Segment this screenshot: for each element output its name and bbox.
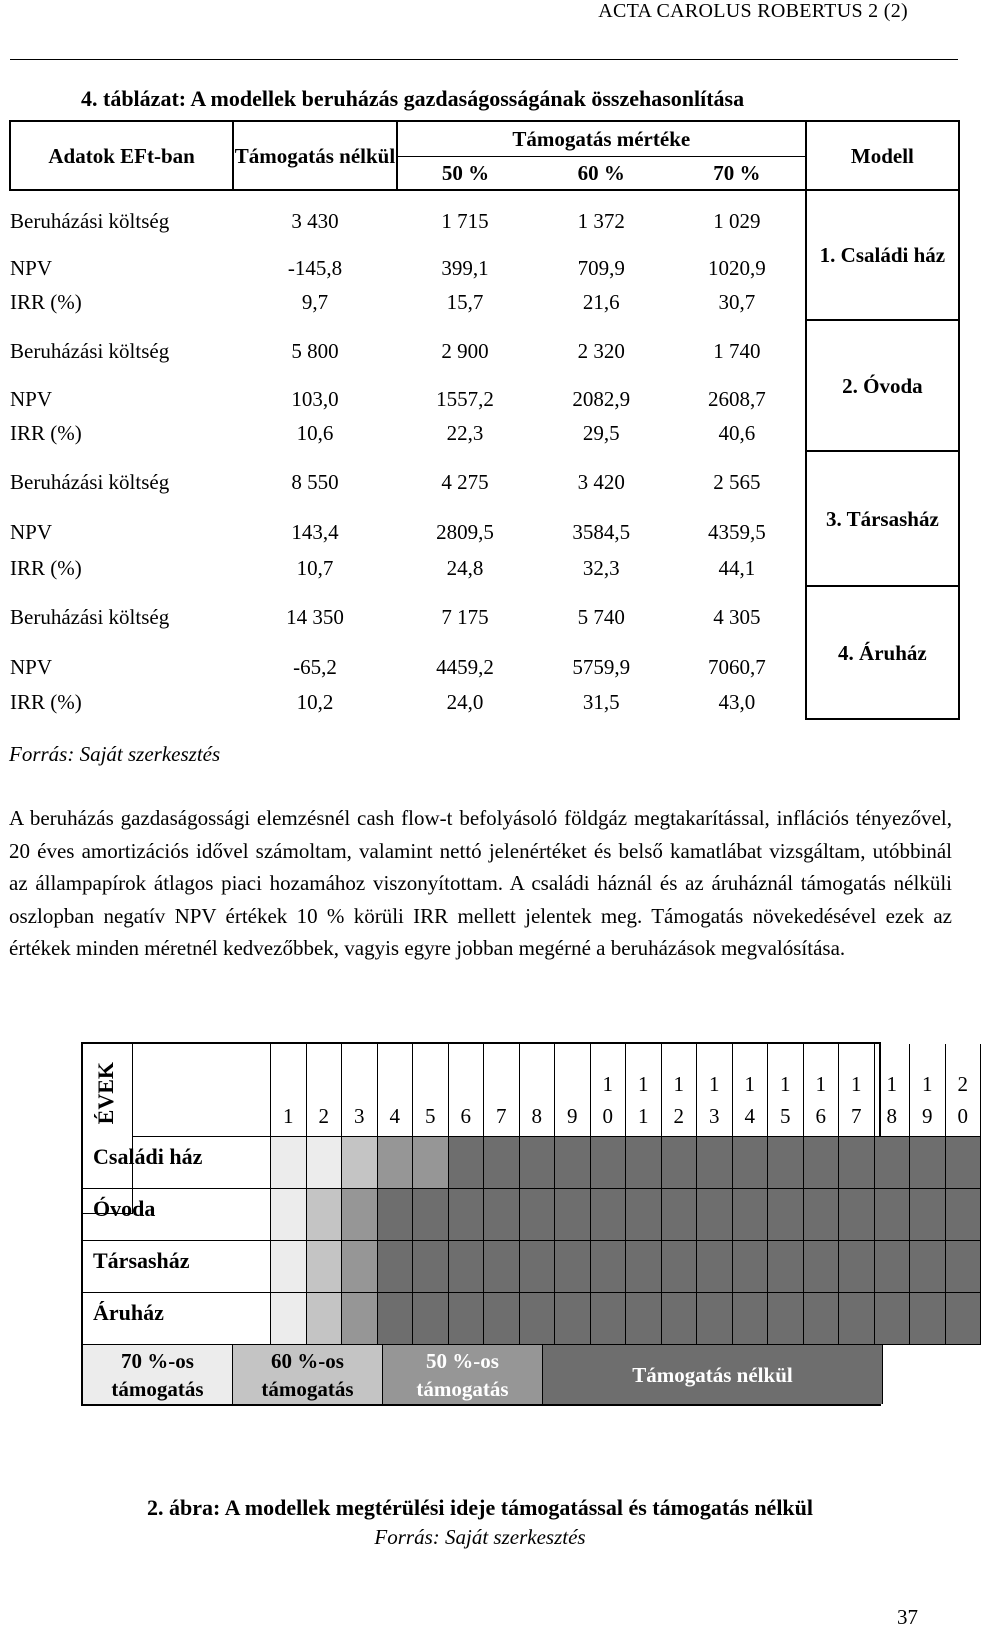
cell: 2 900 — [441, 339, 489, 363]
cell: 2809,5 — [436, 519, 494, 544]
payback-cell — [626, 1137, 662, 1189]
year-label: 10 — [591, 1044, 627, 1137]
row-label: IRR (%) — [10, 421, 82, 445]
payback-cell — [626, 1293, 662, 1345]
row-label: Társasház — [83, 1241, 271, 1293]
row-label: IRR (%) — [10, 690, 82, 714]
row-label: Beruházási költség — [10, 339, 170, 363]
payback-cell — [378, 1189, 414, 1241]
cell: 2 565 — [713, 470, 761, 494]
cell: 103,0 — [291, 386, 339, 411]
header-no-support: Támogatás nélkül — [233, 121, 397, 190]
payback-cell — [839, 1137, 875, 1189]
payback-cell — [449, 1137, 485, 1189]
payback-cell — [342, 1137, 378, 1189]
cell: 5759,9 — [572, 654, 631, 679]
header-spacer — [133, 1044, 271, 1137]
table-source: Forrás: Saját szerkesztés — [9, 742, 221, 766]
cell: 1 740 — [713, 339, 761, 363]
header-support-rate: Támogatás mértéke — [397, 121, 806, 156]
payback-cell — [768, 1241, 804, 1293]
payback-cell — [413, 1241, 449, 1293]
payback-cell — [555, 1241, 591, 1293]
row-label: NPV — [10, 255, 53, 280]
payback-cell — [875, 1137, 911, 1189]
year-label: 18 — [875, 1044, 911, 1137]
payback-cell — [733, 1189, 769, 1241]
payback-cell — [484, 1189, 520, 1241]
cell: 10,2 — [296, 690, 334, 714]
payback-cell — [520, 1137, 556, 1189]
cell: 8 550 — [291, 470, 339, 494]
payback-cell — [697, 1189, 733, 1241]
row-label: NPV — [10, 386, 53, 411]
figure-source: Forrás: Saját szerkesztés — [374, 1525, 586, 1549]
legend-item-none: Támogatás nélkül — [543, 1345, 883, 1404]
year-label: 20 — [946, 1044, 981, 1137]
cell: 9,7 — [301, 290, 329, 314]
journal-header: ACTA CAROLUS ROBERTUS 2 (2) — [598, 0, 908, 22]
cell: 10,7 — [296, 556, 334, 580]
payback-cell — [910, 1189, 946, 1241]
payback-cell — [342, 1293, 378, 1345]
payback-cell — [449, 1189, 485, 1241]
payback-cell — [307, 1293, 343, 1345]
cell: 3 420 — [577, 470, 625, 494]
payback-cell — [378, 1293, 414, 1345]
payback-cell — [910, 1241, 946, 1293]
row-label: Beruházási költség — [10, 605, 170, 629]
cell: 2 320 — [577, 339, 625, 363]
payback-cell — [449, 1293, 485, 1345]
payback-cell — [271, 1293, 307, 1345]
cell: 14 350 — [286, 605, 344, 629]
year-label: 1 — [271, 1044, 307, 1137]
payback-cell — [626, 1189, 662, 1241]
payback-cell — [555, 1293, 591, 1345]
cell: 709,9 — [577, 255, 625, 280]
payback-cell — [697, 1137, 733, 1189]
cell: 4 305 — [713, 605, 761, 629]
payback-cell — [271, 1241, 307, 1293]
cell: 1557,2 — [436, 386, 494, 411]
header-rule — [10, 59, 958, 60]
payback-cell — [839, 1189, 875, 1241]
payback-cell — [342, 1189, 378, 1241]
cell: 43,0 — [718, 690, 756, 714]
model-name: 3. Társasház — [806, 451, 959, 586]
cell: 2608,7 — [708, 386, 766, 411]
payback-cell — [804, 1189, 840, 1241]
payback-cell — [484, 1137, 520, 1189]
body-paragraph: A beruházás gazdaságossági elemzésnél cash flow-t befolyásoló földgáz megtakarítással, inflációs tényezővel, 20 éves amortizációs idővel számoltam, valamint nettó jelenértéket és belső kamatlábat vizsgáltam, utóbbinál az állampapírok átlagos piaci hozamához viszonyítottam. A családi háznál és az áruháznál támogatás nélküli oszlopban negatív NPV értékek 10 % körüli IRR mellett jelentek meg. Támogatás növekedésével ezek az értékek minden méretnél kedvezőbbek, vagyis egyre jobban megérné a beruházások megvalósítása. — [9, 806, 952, 960]
payback-cell — [875, 1189, 911, 1241]
year-label: 13 — [697, 1044, 733, 1137]
cell: 40,6 — [718, 421, 756, 445]
cell: 44,1 — [718, 556, 756, 580]
cell: 7 175 — [441, 605, 489, 629]
payback-cell — [413, 1189, 449, 1241]
table-caption: 4. táblázat: A modellek beruházás gazdaságosságának összehasonlítása — [81, 86, 745, 111]
page-number: 37 — [897, 1605, 918, 1629]
payback-cell — [875, 1241, 911, 1293]
payback-cell — [449, 1241, 485, 1293]
cell: 4359,5 — [708, 519, 766, 544]
cell: 31,5 — [582, 690, 620, 714]
cell: 1 715 — [441, 209, 489, 233]
model-name: 2. Óvoda — [806, 320, 959, 451]
payback-cell — [733, 1241, 769, 1293]
payback-cell — [413, 1137, 449, 1189]
cell: 10,6 — [296, 421, 334, 445]
payback-cell — [839, 1293, 875, 1345]
cell: 7060,7 — [708, 654, 766, 679]
row-label: Áruház — [83, 1293, 271, 1345]
header-data-units: Adatok EFt-ban — [10, 121, 233, 190]
payback-cell — [413, 1293, 449, 1345]
cell: 15,7 — [446, 290, 484, 314]
payback-cell — [768, 1293, 804, 1345]
payback-cell — [910, 1293, 946, 1345]
payback-cell — [520, 1293, 556, 1345]
row-label: Beruházási költség — [10, 209, 170, 233]
payback-cell — [733, 1293, 769, 1345]
cell: 3584,5 — [572, 519, 631, 544]
payback-cell — [662, 1293, 698, 1345]
payback-cell — [662, 1241, 698, 1293]
payback-cell — [662, 1137, 698, 1189]
cell: -145,8 — [287, 255, 343, 280]
row-label: Beruházási költség — [10, 470, 170, 494]
cell: 30,7 — [718, 290, 756, 314]
payback-cell — [591, 1137, 627, 1189]
cell: 32,3 — [582, 556, 620, 580]
payback-cell — [307, 1137, 343, 1189]
payback-cell — [697, 1241, 733, 1293]
payback-cell — [946, 1189, 981, 1241]
payback-cell — [271, 1137, 307, 1189]
payback-cell — [875, 1293, 911, 1345]
payback-cell — [662, 1189, 698, 1241]
cell: 29,5 — [582, 421, 620, 445]
payback-cell — [378, 1241, 414, 1293]
payback-cell — [555, 1137, 591, 1189]
header-50: 50 % — [397, 156, 534, 190]
cell: 22,3 — [446, 421, 484, 445]
cell: 4 275 — [441, 470, 489, 494]
payback-cell — [591, 1241, 627, 1293]
cell: 5 740 — [577, 605, 625, 629]
year-label: 4 — [378, 1044, 414, 1137]
payback-figure — [81, 1042, 968, 1406]
payback-cell — [626, 1241, 662, 1293]
payback-cell — [484, 1293, 520, 1345]
legend-item-70: 70 %-os támogatás — [83, 1345, 233, 1404]
comparison-table — [9, 120, 960, 720]
cell: 1 372 — [577, 209, 625, 233]
payback-cell — [804, 1137, 840, 1189]
year-label: 11 — [626, 1044, 662, 1137]
cell: 4459,2 — [436, 654, 494, 679]
header-70: 70 % — [669, 156, 806, 190]
year-label: 5 — [413, 1044, 449, 1137]
row-label: NPV — [10, 519, 53, 544]
payback-cell — [946, 1293, 981, 1345]
payback-cell — [946, 1241, 981, 1293]
row-label: Óvoda — [83, 1189, 271, 1241]
year-label: 3 — [342, 1044, 378, 1137]
payback-cell — [946, 1137, 981, 1189]
payback-cell — [804, 1241, 840, 1293]
legend-item-50: 50 %-os támogatás — [383, 1345, 543, 1404]
year-label: 12 — [662, 1044, 698, 1137]
year-label: 8 — [520, 1044, 556, 1137]
payback-cell — [733, 1137, 769, 1189]
payback-cell — [804, 1293, 840, 1345]
year-label: 2 — [307, 1044, 343, 1137]
payback-cell — [484, 1241, 520, 1293]
year-label: 14 — [733, 1044, 769, 1137]
cell: 399,1 — [441, 255, 489, 280]
header-60: 60 % — [533, 156, 669, 190]
payback-cell — [839, 1241, 875, 1293]
cell: 1 029 — [713, 209, 761, 233]
payback-cell — [697, 1293, 733, 1345]
model-name: 4. Áruház — [806, 586, 959, 719]
header-model: Modell — [806, 121, 959, 190]
figure-caption: 2. ábra: A modellek megtérülési ideje támogatással és támogatás nélkül — [146, 1495, 814, 1520]
row-label: NPV — [10, 654, 53, 679]
cell: -65,2 — [293, 654, 337, 679]
year-label: 9 — [555, 1044, 591, 1137]
payback-cell — [555, 1189, 591, 1241]
row-label: IRR (%) — [10, 556, 82, 580]
payback-cell — [591, 1189, 627, 1241]
cell: 1020,9 — [708, 255, 766, 280]
year-label: 16 — [804, 1044, 840, 1137]
year-label: 19 — [910, 1044, 946, 1137]
row-label: IRR (%) — [10, 290, 82, 314]
payback-cell — [307, 1241, 343, 1293]
cell: 21,6 — [582, 290, 620, 314]
cell: 2082,9 — [572, 386, 631, 411]
year-label: 15 — [768, 1044, 804, 1137]
payback-cell — [768, 1189, 804, 1241]
year-label: 7 — [484, 1044, 520, 1137]
payback-cell — [520, 1241, 556, 1293]
payback-cell — [307, 1189, 343, 1241]
model-name: 1. Családi ház — [806, 190, 959, 320]
year-label: 17 — [839, 1044, 875, 1137]
payback-cell — [910, 1137, 946, 1189]
year-label: 6 — [449, 1044, 485, 1137]
cell: 24,8 — [446, 556, 484, 580]
payback-cell — [378, 1137, 414, 1189]
payback-cell — [271, 1189, 307, 1241]
row-label: Családi ház — [83, 1137, 271, 1189]
cell: 3 430 — [291, 209, 339, 233]
cell: 5 800 — [291, 339, 339, 363]
payback-cell — [520, 1189, 556, 1241]
legend-item-60: 60 %-os támogatás — [233, 1345, 383, 1404]
cell: 24,0 — [446, 690, 484, 714]
years-label: ÉVEK — [93, 1062, 118, 1125]
cell: 143,4 — [291, 519, 339, 544]
payback-cell — [591, 1293, 627, 1345]
payback-cell — [768, 1137, 804, 1189]
payback-cell — [342, 1241, 378, 1293]
